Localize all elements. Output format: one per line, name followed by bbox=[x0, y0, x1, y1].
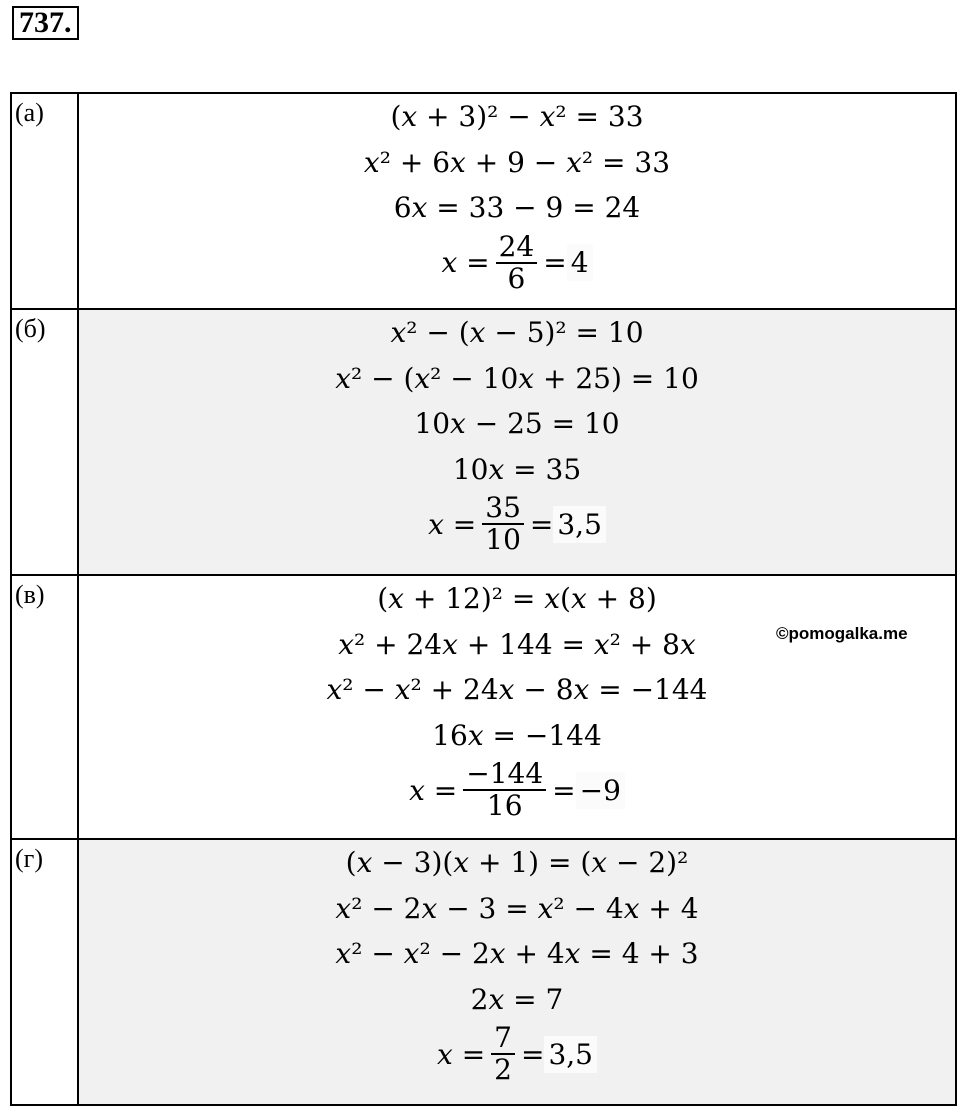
equation-line: 10𝑥 = 35 bbox=[452, 452, 582, 486]
equation-line: 6𝑥 = 33 − 9 = 24 bbox=[393, 191, 641, 224]
fraction bbox=[463, 759, 546, 821]
watermark: ©pomogalka.me bbox=[776, 624, 908, 643]
final-equation bbox=[79, 1022, 955, 1086]
row-label: (б) bbox=[11, 309, 78, 575]
fraction bbox=[491, 1023, 515, 1085]
final-equals: = bbox=[543, 246, 567, 279]
fraction-numerator: 35 bbox=[482, 493, 524, 525]
row-label: (г) bbox=[11, 839, 78, 1105]
equation-line: 𝑥² − 𝑥² + 24𝑥 − 8𝑥 = −144 bbox=[326, 673, 708, 706]
fraction-denominator: 2 bbox=[494, 1053, 512, 1086]
equation-line: 𝑥² + 6𝑥 + 9 − 𝑥² = 33 bbox=[363, 145, 671, 179]
answer: 3,5 bbox=[544, 1036, 597, 1073]
fraction-numerator: 7 bbox=[491, 1023, 515, 1055]
equation-line: (𝑥 − 3)(𝑥 + 1) = (𝑥 − 2)² bbox=[345, 846, 689, 879]
math-steps bbox=[78, 575, 956, 839]
final-lhs: 𝑥 = bbox=[441, 246, 490, 279]
final-equation bbox=[79, 492, 955, 556]
fraction bbox=[482, 493, 524, 555]
equation-line: (𝑥 + 12)² = 𝑥(𝑥 + 8) bbox=[377, 582, 657, 615]
math-steps bbox=[78, 93, 956, 309]
answer: −9 bbox=[576, 772, 625, 809]
equation-line: 10𝑥 − 25 = 10 bbox=[414, 407, 620, 440]
row-label: (в) bbox=[11, 575, 78, 839]
final-equals: = bbox=[529, 507, 554, 541]
equation-line: 𝑥² + 24𝑥 + 144 = 𝑥² + 8𝑥 bbox=[338, 627, 696, 661]
equation-line: 𝑥² − (𝑥 − 5)² = 10 bbox=[390, 316, 644, 349]
solution-table bbox=[10, 92, 957, 1106]
row-label: (а) bbox=[11, 93, 78, 309]
math-steps bbox=[78, 839, 956, 1105]
fraction-numerator: −144 bbox=[463, 759, 546, 791]
final-equation bbox=[79, 231, 955, 295]
final-equation bbox=[79, 758, 955, 822]
equation-line: 𝑥² − 𝑥² − 2𝑥 + 4𝑥 = 4 + 3 bbox=[335, 937, 699, 970]
final-lhs: 𝑥 = bbox=[428, 507, 477, 541]
equation-line: 16𝑥 = −144 bbox=[432, 718, 602, 752]
fraction-denominator: 6 bbox=[507, 261, 526, 295]
solution-row-g bbox=[11, 839, 956, 1105]
fraction-denominator: 10 bbox=[485, 523, 521, 556]
solution-row-a bbox=[11, 93, 956, 309]
solution-row-v bbox=[11, 575, 956, 839]
final-equals: = bbox=[520, 1037, 545, 1071]
final-equals: = bbox=[552, 773, 576, 807]
fraction bbox=[496, 229, 538, 295]
equation-line: 𝑥² − (𝑥² − 10𝑥 + 25) = 10 bbox=[335, 361, 699, 395]
problem-number: 737. bbox=[12, 6, 79, 40]
solution-row-b bbox=[11, 309, 956, 575]
math-steps bbox=[78, 309, 956, 575]
final-lhs: 𝑥 = bbox=[409, 773, 458, 807]
fraction-denominator: 16 bbox=[486, 789, 523, 822]
final-lhs: 𝑥 = bbox=[437, 1037, 486, 1071]
fraction-numerator: 24 bbox=[496, 232, 538, 264]
equation-line: 𝑥² − 2𝑥 − 3 = 𝑥² − 4𝑥 + 4 bbox=[335, 891, 699, 925]
equation-line: (𝑥 + 3)² − 𝑥² = 33 bbox=[390, 100, 644, 133]
answer: 3,5 bbox=[553, 506, 606, 543]
answer: 4 bbox=[567, 244, 593, 281]
equation-line: 2𝑥 = 7 bbox=[470, 982, 564, 1016]
